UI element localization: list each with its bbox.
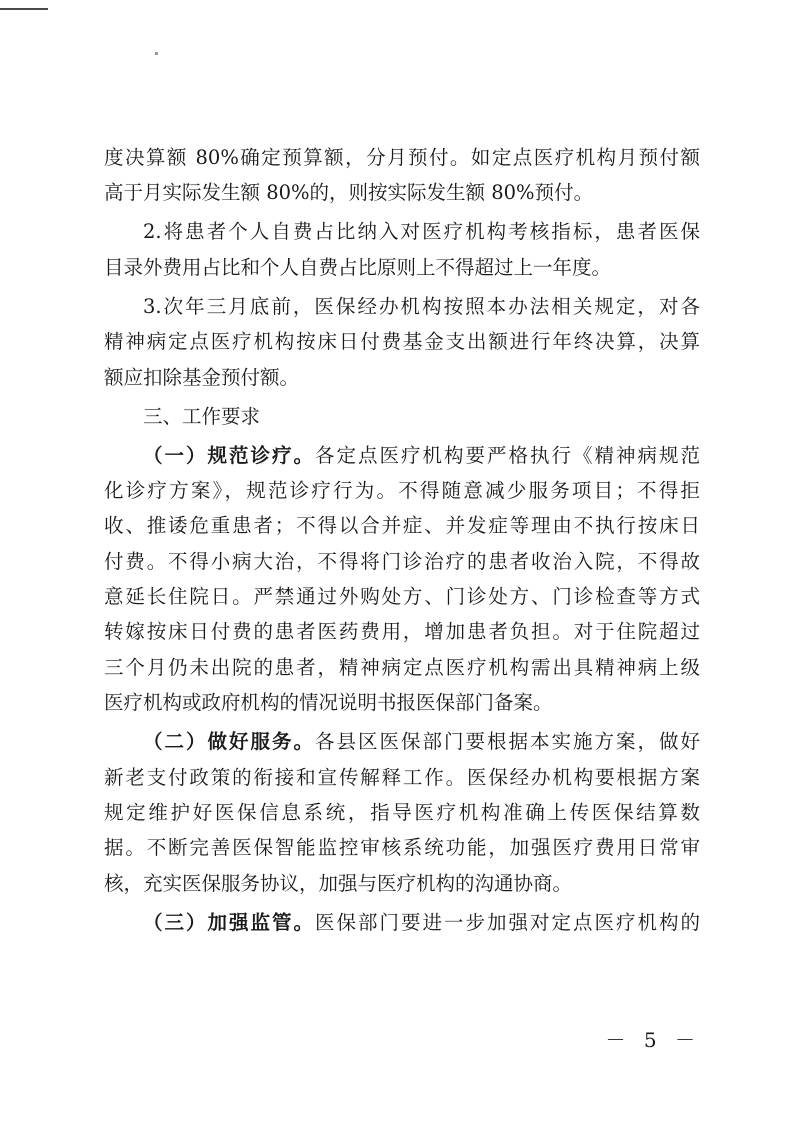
paragraph-item-3 <box>104 289 700 395</box>
text-line <box>104 438 700 473</box>
subheading-good-service: （二）做好服务。 <box>143 730 315 754</box>
text-line: 3.次年三月底前，医保经办机构按照本办法相关规定，对各 <box>143 294 700 318</box>
text-line: 医疗机构或政府机构的情况说明书报医保部门备案。 <box>104 691 553 715</box>
scan-speck <box>155 52 158 55</box>
text-line: 付费。不得小病大治，不得将门诊治疗的患者收治入院，不得故 <box>104 549 700 573</box>
text-line: 规定维护好医保信息系统，指导医疗机构准确上传医保结算数 <box>104 801 700 824</box>
text-line: 意延长住院日。严禁通过外购处方、门诊处方、门诊检查等方式 <box>104 585 700 609</box>
text-line: 转嫁按床日付费的患者医药费用，增加患者负担。对于住院超过 <box>104 620 700 644</box>
paragraph-budget-prepayment <box>104 140 700 211</box>
text-line: 三个月仍未出院的患者，精神病定点医疗机构需出具精神病上级 <box>104 655 700 679</box>
text-line: 精神病定点医疗机构按床日付费基金支出额进行年终决算，决算 <box>104 330 700 354</box>
text-line: 核，充实医保服务协议，加强与医疗机构的沟通协商。 <box>104 871 573 895</box>
text-line: 据。不断完善医保智能监控审核系统功能，加强医疗费用日常审 <box>104 836 700 860</box>
text-line <box>104 905 700 940</box>
text-line: 新老支付政策的衔接和宣传解释工作。医保经办机构要根据方案 <box>104 765 700 789</box>
paragraph-strengthen-supervision <box>104 905 700 940</box>
paragraph-standardize-treatment <box>104 438 700 721</box>
text-line: 收、推诿危重患者；不得以合并症、并发症等理由不执行按床日 <box>104 514 700 538</box>
paragraph-item-2 <box>104 214 700 285</box>
scan-edge-mark <box>0 8 48 10</box>
text-line: 度决算额 80%确定预算额，分月预付。如定点医疗机构月预付额 <box>104 146 700 169</box>
text-line: 2.将患者个人自费占比纳入对医疗机构考核指标，患者医保 <box>143 220 700 244</box>
text-line: 额应扣除基金预付额。 <box>104 365 300 389</box>
document-body <box>104 140 700 944</box>
text-line: 化诊疗方案》，规范诊疗行为。不得随意减少服务项目；不得拒 <box>104 478 700 502</box>
text-run: 医保部门要进一步加强对定点医疗机构的 <box>315 910 700 934</box>
text-line: 高于月实际发生额 80%的，则按实际发生额 80%预付。 <box>104 181 594 205</box>
text-line: 目录外费用占比和个人自费占比原则上不得超过上一年度。 <box>104 255 612 279</box>
page-number: － 5 － <box>605 1028 701 1052</box>
text-line <box>104 724 700 759</box>
heading-work-requirements: 三、工作要求 <box>143 404 261 428</box>
text-run: 各定点医疗机构要严格执行《精神病规范 <box>315 443 700 467</box>
subheading-strengthen-supervision: （三）加强监管。 <box>143 910 315 934</box>
section-heading <box>104 399 700 434</box>
subheading-standardize-treatment: （一）规范诊疗。 <box>143 443 315 467</box>
text-run: 各县区医保部门要根据本实施方案，做好 <box>315 730 700 754</box>
paragraph-good-service <box>104 724 700 901</box>
